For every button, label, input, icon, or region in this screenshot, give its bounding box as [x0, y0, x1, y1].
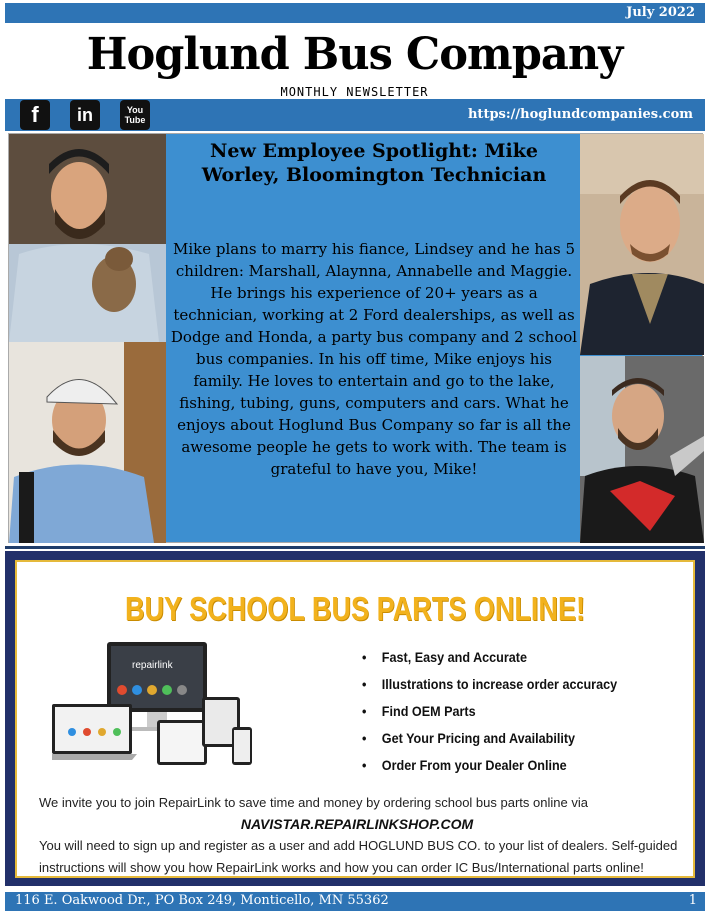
feature-list — [362, 644, 645, 779]
employee-photo-suit — [580, 134, 704, 355]
ad-instructions-text: instructions will show you how RepairLink works and how you can order IC Bus/International parts online! — [39, 860, 644, 875]
spotlight-title: New Employee Spotlight: Mike Worley, Bloomington Technician — [201, 140, 547, 186]
employee-photo-in-car — [580, 356, 704, 543]
repairlink-link[interactable]: NAVISTAR.REPAIRLINKSHOP.COM — [240, 816, 474, 832]
ad-signup-text: You will need to sign up and register as a user and add HOGLUND BUS CO. to your list of dealers. Self-guided — [39, 838, 678, 853]
feature-item: • Order From your Dealer Online — [362, 752, 617, 779]
ad-panel — [15, 560, 695, 878]
page-number: 1 — [688, 893, 697, 908]
ad-invite-text: We invite you to join RepairLink to save time and money by ordering school bus parts online via — [39, 795, 588, 810]
repairlink-ad — [5, 551, 705, 886]
footer — [5, 892, 705, 911]
employee-spotlight — [8, 133, 703, 543]
feature-item: • Get Your Pricing and Availability — [362, 725, 617, 752]
spotlight-body: Mike plans to marry his fiance, Lindsey and he has 5 children: Marshall, Alaynna, Annabelle and Maggie. He brings his experience of 20+ years as a technician, working at 2 Ford dealerships, as well as Dodge and Honda, a party bus company and 2 school bus companies. In his off time, Mike enjoys his family. He loves to entertain and go to the lake, fishing, tubing, guns, computers and cars. What he enjoys about Hoglund Bus Company so far is all the awesome people he gets to work with. The team is grateful to have you, Mike! — [170, 240, 578, 478]
company-address: 116 E. Oakwood Dr., PO Box 249, Monticello, MN 55362 — [15, 893, 389, 908]
feature-item: • Illustrations to increase order accuracy — [362, 671, 617, 698]
facebook-icon[interactable]: f — [20, 100, 50, 130]
masthead — [0, 30, 709, 80]
section-divider — [5, 546, 705, 549]
top-bar — [5, 3, 705, 23]
newsletter-title: Hoglund Bus Company — [86, 29, 623, 80]
youtube-icon[interactable]: You Tube — [120, 100, 150, 130]
linkedin-icon[interactable]: in — [70, 100, 100, 130]
employee-photo-white-cap — [9, 342, 166, 543]
feature-item: • Find OEM Parts — [362, 698, 617, 725]
issue-date: July 2022 — [626, 5, 695, 20]
feature-item: • Fast, Easy and Accurate — [362, 644, 617, 671]
website-link[interactable]: https://hoglundcompanies.com — [467, 107, 693, 122]
device-brand-text: repairlink — [132, 660, 173, 671]
newsletter-subtitle: MONTHLY NEWSLETTER — [280, 85, 429, 99]
ad-headline: BUY SCHOOL BUS PARTS ONLINE! — [124, 590, 586, 627]
employee-photo-holding-cat — [9, 134, 166, 342]
social-bar — [5, 99, 705, 131]
repairlink-devices-image — [52, 642, 267, 767]
